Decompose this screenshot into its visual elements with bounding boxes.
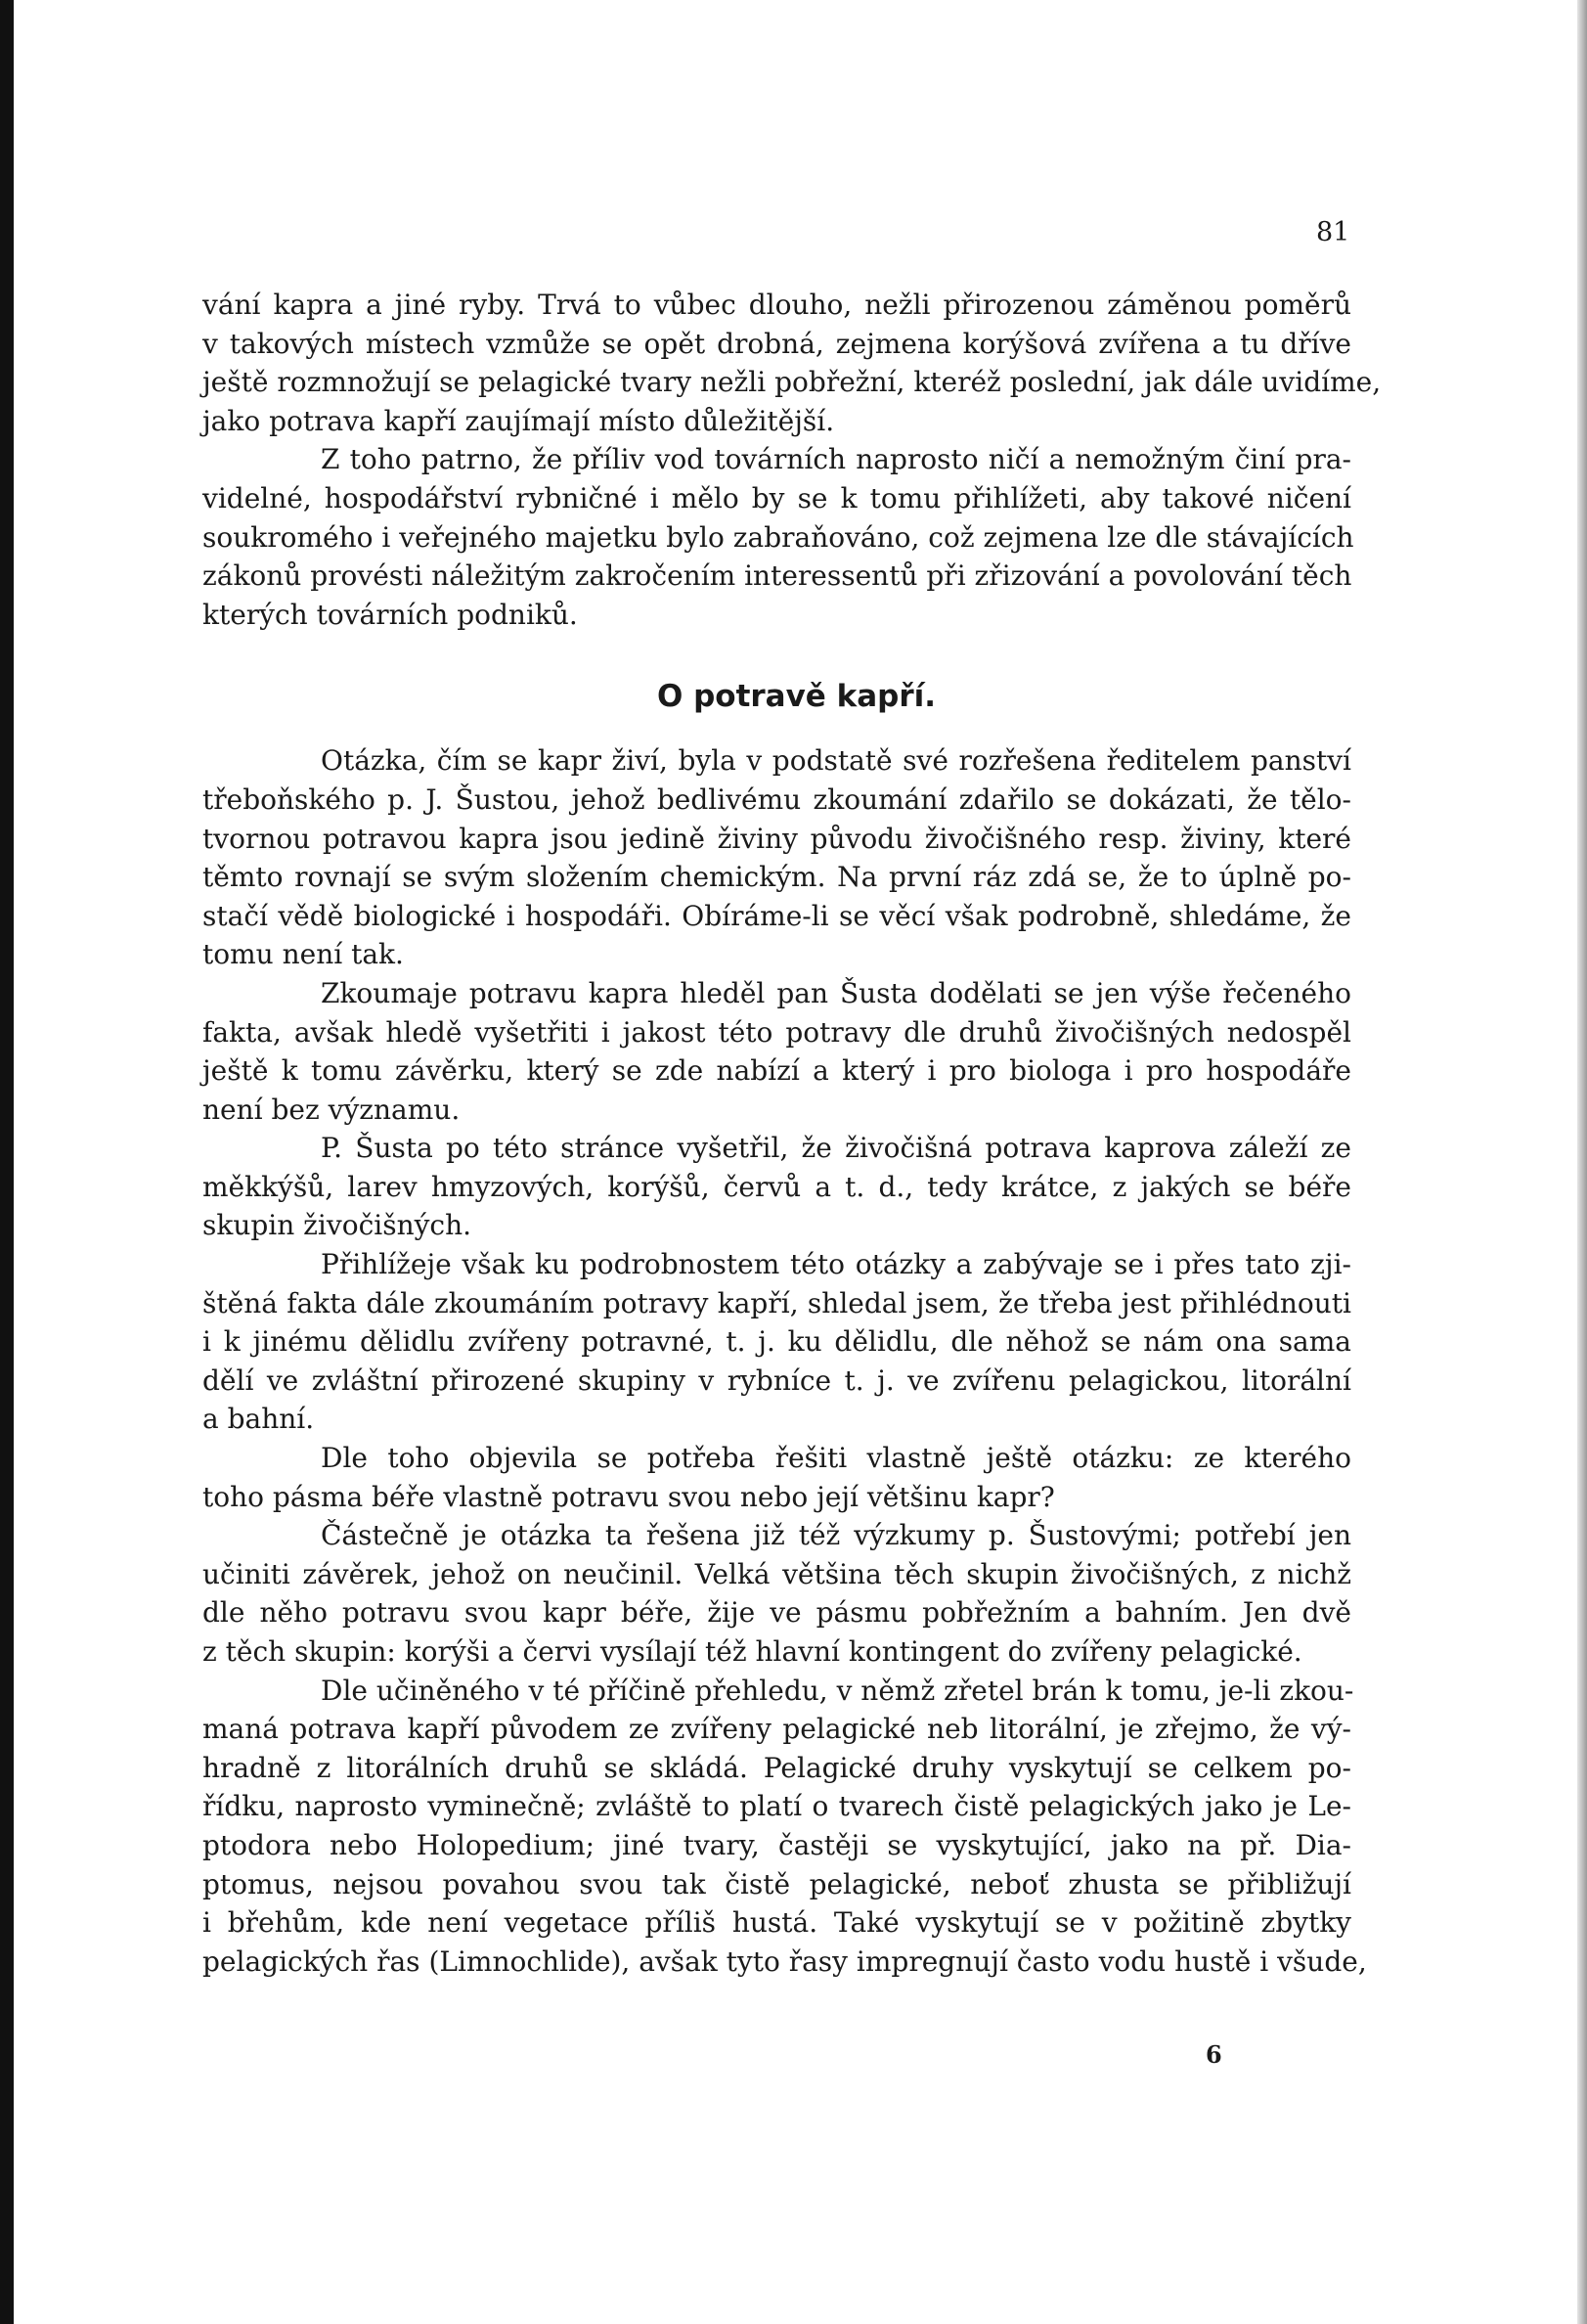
text-line: ptomus, nejsou povahou svou tak čistě pelagické, neboť zhusta se přibližují xyxy=(202,1867,1351,1900)
text-line: dělí ve zvláštní přirozené skupiny v rybníce t. j. ve zvířenu pelagickou, litorální xyxy=(202,1363,1351,1397)
paragraph-4 xyxy=(202,974,1351,1129)
text-line: jako potrava kapří zaujímají místo důležitější. xyxy=(202,404,835,437)
page-number: 81 xyxy=(1316,217,1350,247)
text-line: Otázka, čím se kapr živí, byla v podstatě své rozřešena ředitelem panství xyxy=(321,744,1351,778)
text-line: Částečně je otázka ta řešena již též výzkumy p. Šustovými; potřebí jen xyxy=(321,1519,1351,1552)
text-line: i břehům, kde není vegetace příliš hustá. Také vyskytují se v požitině zbytky xyxy=(202,1906,1351,1940)
text-line: není bez významu. xyxy=(202,1093,461,1126)
section-heading: O potravě kapří. xyxy=(656,679,937,715)
text-line: tomu není tak. xyxy=(202,938,404,971)
text-line: P. Šusta po této stránce vyšetřil, že živočišná potrava kaprova záleží ze xyxy=(321,1132,1351,1165)
text-line: i k jinému dělidlu zvířeny potravné, t. j. ku dělidlu, dle něhož se nám ona sama xyxy=(202,1325,1351,1359)
text-line: Z toho patrno, že příliv vod továrních naprosto ničí a nemožným činí pra- xyxy=(321,443,1351,476)
text-line: tvornou potravou kapra jsou jedině živiny původu živočišného resp. živiny, které xyxy=(202,822,1351,855)
scan-border-right xyxy=(1577,0,1587,2324)
text-line: těmto rovnají se svým složením chemickým. Na první ráz zdá se, že to úplně po- xyxy=(202,861,1351,894)
text-line: soukromého i veřejného majetku bylo zabraňováno, což zejmena lze dle stávajících xyxy=(202,520,1354,554)
text-line: kterých továrních podniků. xyxy=(202,598,578,631)
text-line: a bahní. xyxy=(202,1403,315,1436)
paragraph-2 xyxy=(202,440,1354,634)
text-line: ještě k tomu závěrku, který se zde nabízí a který i pro biologa i pro hospodáře xyxy=(202,1054,1351,1088)
text-line: zákonů provésti náležitým zakročením interessentů při zřizování a povolování těch xyxy=(202,559,1352,593)
text-line: Přihlížeje však ku podrobnostem této otázky a zabývaje se i přes tato zji- xyxy=(321,1248,1351,1281)
page-body xyxy=(202,286,1382,1981)
text-line: měkkýšů, larev hmyzových, korýšů, červů a t. d., tedy krátce, z jakých se béře xyxy=(202,1170,1351,1203)
paragraph-9 xyxy=(202,1672,1367,1982)
paragraph-3 xyxy=(202,741,1351,974)
text-line: ptodora nebo Holopedium; jiné tvary, častěji se vyskytující, jako na př. Dia- xyxy=(202,1828,1351,1861)
text-line: pelagických řas (Limnochlide), avšak tyto řasy impregnují často vodu hustě i všude, xyxy=(202,1944,1367,1978)
printer-signature-mark: 6 xyxy=(1206,2040,1222,2069)
text-line: Dle toho objevila se potřeba řešiti vlastně ještě otázku: ze kterého xyxy=(321,1442,1351,1475)
text-line: vání kapra a jiné ryby. Trvá to vůbec dlouho, nežli přirozenou záměnou poměrů xyxy=(202,289,1351,321)
paragraph-7 xyxy=(202,1439,1351,1516)
text-line: řídku, naprosto vyminečně; zvláště to platí o tvarech čistě pelagických jako je Le- xyxy=(202,1790,1351,1823)
text-line: skupin živočišných. xyxy=(202,1209,472,1242)
text-line: hradně z litorálních druhů se skládá. Pelagické druhy vyskytují se celkem po- xyxy=(202,1751,1351,1784)
text-line: videlné, hospodářství rybničné i mělo by se k tomu přihlížeti, aby takové ničení xyxy=(202,481,1351,514)
text-line: maná potrava kapří původem ze zvířeny pelagické neb litorální, je zřejmo, že vý- xyxy=(202,1713,1351,1746)
text-line: Dle učiněného v té příčině přehledu, v němž zřetel brán k tomu, je-li zkou- xyxy=(321,1674,1354,1707)
paragraph-8 xyxy=(202,1516,1351,1671)
text-line: v takových místech vzmůže se opět drobná, zejmena korýšová zvířena a tu dříve xyxy=(202,327,1351,360)
paragraph-1 xyxy=(202,286,1382,440)
text-line: učiniti závěrek, jehož on neučinil. Velká většina těch skupin živočišných, z nichž xyxy=(202,1557,1351,1590)
text-line: toho pásma béře vlastně potravu svou nebo její většinu kapr? xyxy=(202,1480,1055,1513)
paragraph-6 xyxy=(202,1245,1351,1439)
scan-border-left xyxy=(0,0,14,2324)
text-line: z těch skupin: korýši a červi vysílají též hlavní kontingent do zvířeny pelagické. xyxy=(202,1635,1302,1668)
text-line: Zkoumaje potravu kapra hleděl pan Šusta dodělati se jen výše řečeného xyxy=(321,976,1351,1009)
text-line: ještě rozmnožují se pelagické tvary nežli pobřežní, kteréž poslední, jak dále uvidíme, xyxy=(202,366,1382,399)
text-line: štěná fakta dále zkoumáním potravy kapří, shledal jsem, že třeba jest přihlédnouti xyxy=(202,1286,1351,1319)
text-line: fakta, avšak hledě vyšetřiti i jakost této potravy dle druhů živočišných nedospěl xyxy=(202,1015,1351,1049)
text-line: dle něho potravu svou kapr béře, žije ve pásmu pobřežním a bahním. Jen dvě xyxy=(202,1596,1351,1630)
paragraph-5 xyxy=(202,1129,1351,1245)
text-line: stačí vědě biologické i hospodáři. Obíráme-li se věcí však podrobně, shledáme, že xyxy=(202,899,1351,932)
text-line: třeboňského p. J. Šustou, jehož bedlivému zkoumání zdařilo se dokázati, že tělo- xyxy=(202,782,1351,816)
